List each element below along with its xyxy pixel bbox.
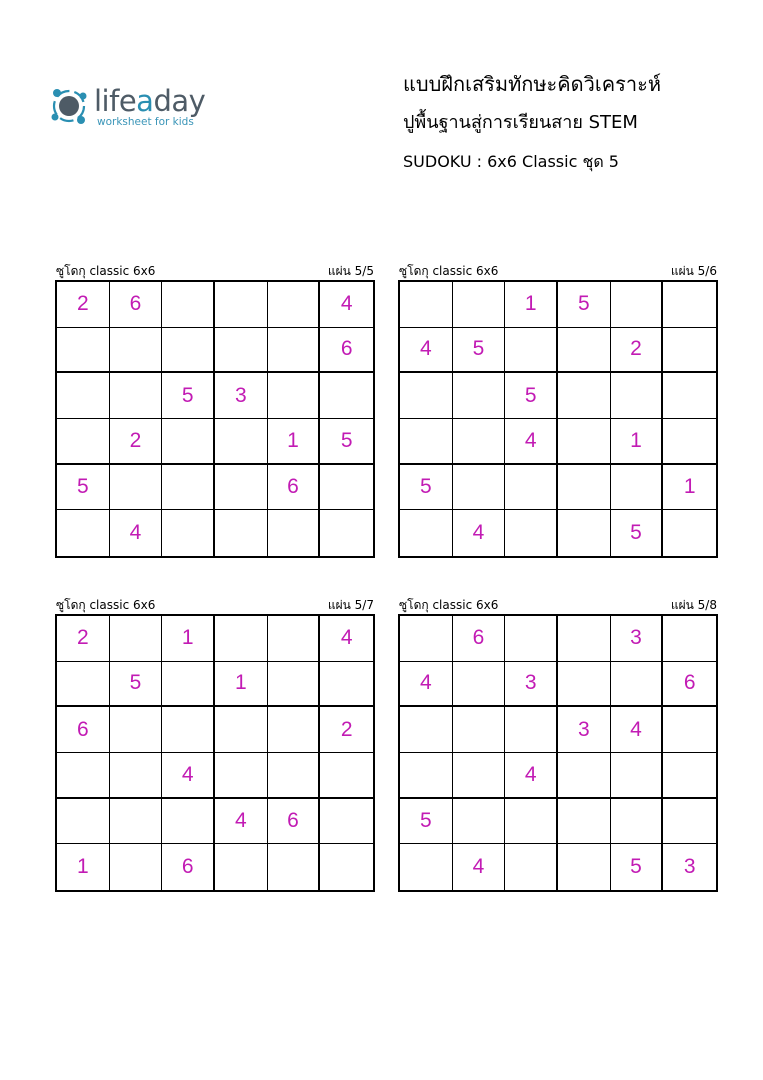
- sudoku-cell[interactable]: 5: [453, 328, 506, 374]
- sudoku-cell[interactable]: 4: [400, 328, 453, 374]
- sudoku-cell[interactable]: [268, 707, 321, 753]
- sudoku-cell[interactable]: [453, 662, 506, 708]
- sudoku-cell[interactable]: 1: [611, 419, 664, 465]
- sudoku-cell[interactable]: [215, 753, 268, 799]
- sudoku-cell[interactable]: [505, 510, 558, 556]
- sudoku-cell[interactable]: [505, 799, 558, 845]
- sudoku-cell[interactable]: [162, 282, 215, 328]
- sudoku-cell[interactable]: 4: [505, 753, 558, 799]
- sudoku-cell[interactable]: [400, 510, 453, 556]
- sudoku-cell[interactable]: [320, 465, 373, 511]
- sudoku-cell[interactable]: [268, 662, 321, 708]
- puzzle-title: ซูโดกุ classic 6x6: [399, 264, 499, 278]
- sudoku-cell[interactable]: 4: [611, 707, 664, 753]
- sudoku-cell[interactable]: 3: [611, 616, 664, 662]
- sudoku-cell[interactable]: 5: [110, 662, 163, 708]
- sudoku-cell[interactable]: [558, 328, 611, 374]
- sudoku-cell[interactable]: [558, 510, 611, 556]
- sudoku-cell[interactable]: [57, 510, 110, 556]
- sudoku-cell[interactable]: 2: [611, 328, 664, 374]
- sudoku-cell[interactable]: [558, 465, 611, 511]
- sudoku-cell[interactable]: 6: [162, 844, 215, 890]
- sudoku-cell[interactable]: [663, 510, 716, 556]
- sudoku-cell[interactable]: [663, 419, 716, 465]
- sudoku-cell[interactable]: 4: [400, 662, 453, 708]
- sudoku-cell[interactable]: [268, 282, 321, 328]
- sudoku-cell[interactable]: [400, 753, 453, 799]
- sudoku-cell[interactable]: 6: [268, 799, 321, 845]
- sudoku-cell[interactable]: [57, 328, 110, 374]
- puzzle-label: [55, 596, 375, 614]
- sudoku-cell[interactable]: [558, 373, 611, 419]
- sudoku-cell[interactable]: 6: [320, 328, 373, 374]
- sudoku-cell[interactable]: 1: [663, 465, 716, 511]
- sudoku-cell[interactable]: [110, 753, 163, 799]
- sudoku-cell[interactable]: [453, 753, 506, 799]
- sudoku-cell[interactable]: [453, 799, 506, 845]
- sudoku-cell[interactable]: 5: [558, 282, 611, 328]
- sudoku-cell[interactable]: 3: [558, 707, 611, 753]
- sudoku-cell[interactable]: [320, 510, 373, 556]
- puzzle-sheet-number: แผ่น 5/7: [327, 598, 374, 612]
- brand-tagline: worksheet for kids: [97, 116, 194, 128]
- sudoku-cell[interactable]: [453, 373, 506, 419]
- sudoku-cell[interactable]: [558, 844, 611, 890]
- sudoku-cell[interactable]: [57, 373, 110, 419]
- sudoku-puzzle-1: [55, 262, 375, 558]
- sudoku-cell[interactable]: 6: [57, 707, 110, 753]
- sudoku-cell[interactable]: 1: [505, 282, 558, 328]
- sudoku-cell[interactable]: 2: [110, 419, 163, 465]
- puzzle-label: [55, 262, 375, 280]
- sudoku-cell[interactable]: [268, 510, 321, 556]
- puzzle-sheet-number: แผ่น 5/6: [670, 264, 717, 278]
- sudoku-grid: [55, 280, 375, 558]
- sudoku-cell[interactable]: [611, 662, 664, 708]
- sudoku-cell[interactable]: 2: [57, 282, 110, 328]
- sudoku-cell[interactable]: [215, 465, 268, 511]
- sudoku-cell[interactable]: [663, 707, 716, 753]
- sudoku-grid: [398, 614, 718, 892]
- sudoku-cell[interactable]: 5: [505, 373, 558, 419]
- molecule-logo-icon: [48, 84, 94, 130]
- sudoku-cell[interactable]: [162, 510, 215, 556]
- sudoku-cell[interactable]: [505, 465, 558, 511]
- sudoku-cell[interactable]: [268, 616, 321, 662]
- sudoku-cell[interactable]: [558, 799, 611, 845]
- sudoku-cell[interactable]: 1: [162, 616, 215, 662]
- sudoku-cell[interactable]: [57, 799, 110, 845]
- sudoku-cell[interactable]: [611, 753, 664, 799]
- sudoku-cell[interactable]: [400, 616, 453, 662]
- sudoku-cell[interactable]: [110, 328, 163, 374]
- worksheet-title: แบบฝึกเสริมทักษะคิดวิเคราะห์: [403, 72, 662, 96]
- sudoku-cell[interactable]: [400, 844, 453, 890]
- sudoku-cell[interactable]: [320, 662, 373, 708]
- sudoku-cell[interactable]: [57, 419, 110, 465]
- sudoku-cell[interactable]: 5: [320, 419, 373, 465]
- puzzle-title: ซูโดกุ classic 6x6: [56, 598, 156, 612]
- sudoku-cell[interactable]: [110, 373, 163, 419]
- sudoku-cell[interactable]: [268, 328, 321, 374]
- sudoku-cell[interactable]: [505, 844, 558, 890]
- sudoku-cell[interactable]: [268, 844, 321, 890]
- sudoku-cell[interactable]: 4: [162, 753, 215, 799]
- sudoku-cell[interactable]: [400, 282, 453, 328]
- sudoku-cell[interactable]: 5: [400, 799, 453, 845]
- worksheet-set-label: SUDOKU : 6x6 Classic ชุด 5: [403, 152, 619, 171]
- sudoku-cell[interactable]: [162, 419, 215, 465]
- sudoku-cell[interactable]: [400, 419, 453, 465]
- sudoku-cell[interactable]: [320, 799, 373, 845]
- sudoku-cell[interactable]: [110, 799, 163, 845]
- sudoku-cell[interactable]: 4: [215, 799, 268, 845]
- sudoku-cell[interactable]: [110, 707, 163, 753]
- puzzle-title: ซูโดกุ classic 6x6: [56, 264, 156, 278]
- sudoku-cell[interactable]: [162, 465, 215, 511]
- sudoku-cell[interactable]: 6: [453, 616, 506, 662]
- sudoku-puzzle-3: [55, 596, 375, 892]
- sudoku-cell[interactable]: 1: [57, 844, 110, 890]
- puzzle-label: [398, 262, 718, 280]
- sudoku-cell[interactable]: 4: [320, 282, 373, 328]
- sudoku-cell[interactable]: [215, 616, 268, 662]
- sudoku-cell[interactable]: [558, 662, 611, 708]
- sudoku-cell[interactable]: [110, 465, 163, 511]
- worksheet-header: [403, 70, 733, 174]
- sudoku-cell[interactable]: [663, 616, 716, 662]
- sudoku-cell[interactable]: [215, 707, 268, 753]
- sudoku-cell[interactable]: 4: [453, 510, 506, 556]
- sudoku-cell[interactable]: [505, 616, 558, 662]
- sudoku-cell[interactable]: 1: [215, 662, 268, 708]
- sudoku-cell[interactable]: 3: [215, 373, 268, 419]
- sudoku-cell[interactable]: [320, 753, 373, 799]
- sudoku-cell[interactable]: [453, 465, 506, 511]
- sudoku-cell[interactable]: 5: [162, 373, 215, 419]
- sudoku-cell[interactable]: [320, 373, 373, 419]
- sudoku-cell[interactable]: [453, 419, 506, 465]
- sudoku-cell[interactable]: 1: [268, 419, 321, 465]
- sudoku-cell[interactable]: [57, 662, 110, 708]
- sudoku-cell[interactable]: 2: [57, 616, 110, 662]
- sudoku-cell[interactable]: [110, 616, 163, 662]
- sudoku-cell[interactable]: [611, 282, 664, 328]
- sudoku-cell[interactable]: [162, 707, 215, 753]
- sudoku-cell[interactable]: 6: [268, 465, 321, 511]
- sudoku-cell[interactable]: 5: [611, 844, 664, 890]
- sudoku-cell[interactable]: [453, 282, 506, 328]
- sudoku-cell[interactable]: [320, 844, 373, 890]
- sudoku-cell[interactable]: [162, 662, 215, 708]
- sudoku-grid: [398, 280, 718, 558]
- sudoku-cell[interactable]: 4: [320, 616, 373, 662]
- sudoku-cell[interactable]: 4: [453, 844, 506, 890]
- sudoku-cell[interactable]: [215, 419, 268, 465]
- brand-name: lifeaday: [94, 84, 206, 118]
- sudoku-cell[interactable]: [110, 844, 163, 890]
- sudoku-cell[interactable]: [663, 282, 716, 328]
- sudoku-cell[interactable]: 5: [611, 510, 664, 556]
- sudoku-cell[interactable]: [215, 510, 268, 556]
- sudoku-cell[interactable]: [558, 419, 611, 465]
- puzzle-sheet-number: แผ่น 5/5: [327, 264, 374, 278]
- sudoku-cell[interactable]: 5: [400, 465, 453, 511]
- sudoku-cell[interactable]: [611, 799, 664, 845]
- sudoku-cell[interactable]: 2: [320, 707, 373, 753]
- sudoku-cell[interactable]: [268, 373, 321, 419]
- puzzle-sheet-number: แผ่น 5/8: [670, 598, 717, 612]
- sudoku-cell[interactable]: [400, 707, 453, 753]
- sudoku-cell[interactable]: [505, 328, 558, 374]
- sudoku-cell[interactable]: [663, 799, 716, 845]
- sudoku-cell[interactable]: [215, 844, 268, 890]
- sudoku-cell[interactable]: [215, 282, 268, 328]
- sudoku-cell[interactable]: [162, 799, 215, 845]
- sudoku-cell[interactable]: [268, 753, 321, 799]
- sudoku-cell[interactable]: [558, 753, 611, 799]
- sudoku-cell[interactable]: 4: [505, 419, 558, 465]
- sudoku-cell[interactable]: 3: [683, 855, 696, 879]
- sudoku-cell[interactable]: [505, 707, 558, 753]
- sudoku-cell[interactable]: [215, 328, 268, 374]
- sudoku-cell[interactable]: 5: [57, 465, 110, 511]
- sudoku-cell[interactable]: [611, 373, 664, 419]
- puzzle-label: [398, 596, 718, 614]
- sudoku-cell[interactable]: 3: [505, 662, 558, 708]
- brand-logo: [48, 82, 218, 134]
- sudoku-puzzle-2: [398, 262, 718, 558]
- sudoku-cell[interactable]: 6: [110, 282, 163, 328]
- sudoku-cell[interactable]: [162, 328, 215, 374]
- sudoku-cell[interactable]: [400, 373, 453, 419]
- sudoku-cell[interactable]: [453, 707, 506, 753]
- worksheet-subtitle: ปูพื้นฐานสู่การเรียนสาย STEM: [403, 112, 638, 133]
- sudoku-cell[interactable]: [611, 465, 664, 511]
- sudoku-cell[interactable]: [663, 328, 716, 374]
- puzzle-title: ซูโดกุ classic 6x6: [399, 598, 499, 612]
- sudoku-cell[interactable]: 6: [663, 662, 716, 708]
- sudoku-cell[interactable]: [57, 753, 110, 799]
- sudoku-cell[interactable]: [663, 373, 716, 419]
- sudoku-cell[interactable]: 4: [110, 510, 163, 556]
- sudoku-grid: [55, 614, 375, 892]
- sudoku-puzzle-4: [398, 596, 718, 892]
- sudoku-cell[interactable]: [558, 616, 611, 662]
- sudoku-cell[interactable]: [663, 753, 716, 799]
